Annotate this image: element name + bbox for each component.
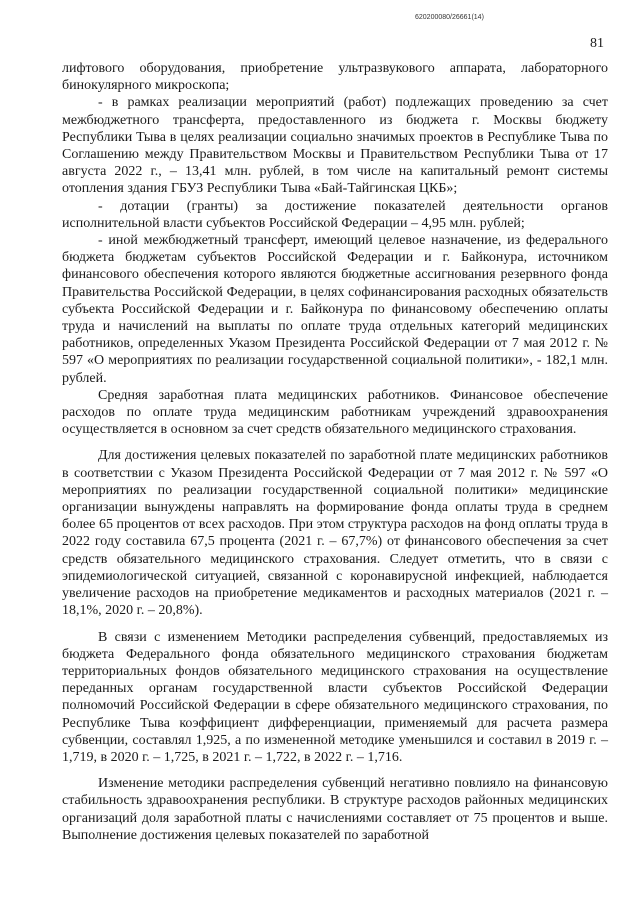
paragraph-average-salary: Средняя заработная плата медицинских работников. Финансовое обеспечение расходов по оплате труда медицинским работникам учреждений здравоохранения осуществляется в основном за счет средств обязательного медицинского страхования. [62, 387, 608, 438]
paragraph-grants: - дотации (гранты) за достижение показателей деятельности органов исполнительной власти субъектов Российской Федерации – 4,95 млн. рублей; [62, 198, 608, 231]
paragraph-target-indicators: Для достижения целевых показателей по заработной плате медицинских работников в соответствии с Указом Президента Российской Федерации от 7 мая 2012 г. № 597 «О мероприятиях по реализации государственной социальной политики» медицинские организации вынуждены направлять на формирование фонда оплаты труда в среднем более 65 процентов от всех расходов. При этом структура расходов на фонд оплаты труда в 2022 году составила 67,5 процента (2021 г. – 67,7%) от финансового обеспечения за счет средств обязательного медицинского страхования. Следует отметить, что в связи с эпидемиологической ситуацией, связанной с коронавирусной инфекцией, наблюдается увеличение расходов на приобретение медикаментов и расходных материалов (2021 г. – 18,1%, 2020 г. – 20,8%). [62, 448, 608, 619]
document-id: 620200080/26661(14) [415, 14, 484, 21]
body-text [62, 60, 608, 844]
paragraph-moscow-transfer: - в рамках реализации мероприятий (работ) подлежащих проведению за счет межбюджетного трансферта, предоставленного из бюджета г. Москвы бюджету Республики Тыва в целях реализации социально значимых проектов в Республике Тыва по Соглашению между Правительством Москвы и Правительством Республики Тыва от 17 августа 2022 г., – 13,41 млн. рублей, в том числе на капитальный ремонт системы отопления здания ГБУЗ Республики Тыва «Бай-Тайгинская ЦКБ»; [62, 95, 608, 197]
paragraph-financial-stability: Изменение методики распределения субвенций негативно повлияло на финансовую стабильность здравоохранения республики. В структуре расходов районных медицинских организаций доля заработной платы с начислениями составляет от 75 процентов и выше. Выполнение достижения целевых показателей по заработной [62, 776, 608, 843]
paragraph-federal-transfer: - иной межбюджетный трансферт, имеющий целевое назначение, из федерального бюджета бюджетам субъектов Российской Федерации и г. Байконура, источником финансового обеспечения которого являются бюджетные ассигнования резервного фонда Правительства Российской Федерации, в целях софинансирования расходных обязательств субъекта Российской Федерации и г. Байконура по финансовому обеспечению оплаты труда и начислений на выплаты по оплате труда отдельных категорий медицинских работников, определенных Указом Президента Российской Федерации от 7 мая 2012 г. № 597 «О мероприятиях по реализации государственной социальной политики», - 182,1 млн. рублей. [62, 233, 608, 386]
page-number: 81 [590, 36, 604, 51]
paragraph-subvention-methodology: В связи с изменением Методики распределения субвенций, предоставляемых из бюджета Федерального фонда обязательного медицинского страхования бюджетам территориальных фондов обязательного медицинского страхования на осуществление переданных органам государственной власти субъектов Российской Федерации полномочий Российской Федерации в сфере обязательного медицинского страхования, по Республике Тыва коэффициент дифференциации, применяемый для расчета размера субвенции, составлял 1,925, а по измененной методике уменьшился и составил в 2019 г. – 1,719, в 2020 г. – 1,725, в 2021 г. – 1,722, в 2022 г. – 1,716. [62, 629, 608, 765]
paragraph-continuation: лифтового оборудования, приобретение ультразвукового аппарата, лабораторного бинокулярного микроскопа; [62, 61, 608, 94]
